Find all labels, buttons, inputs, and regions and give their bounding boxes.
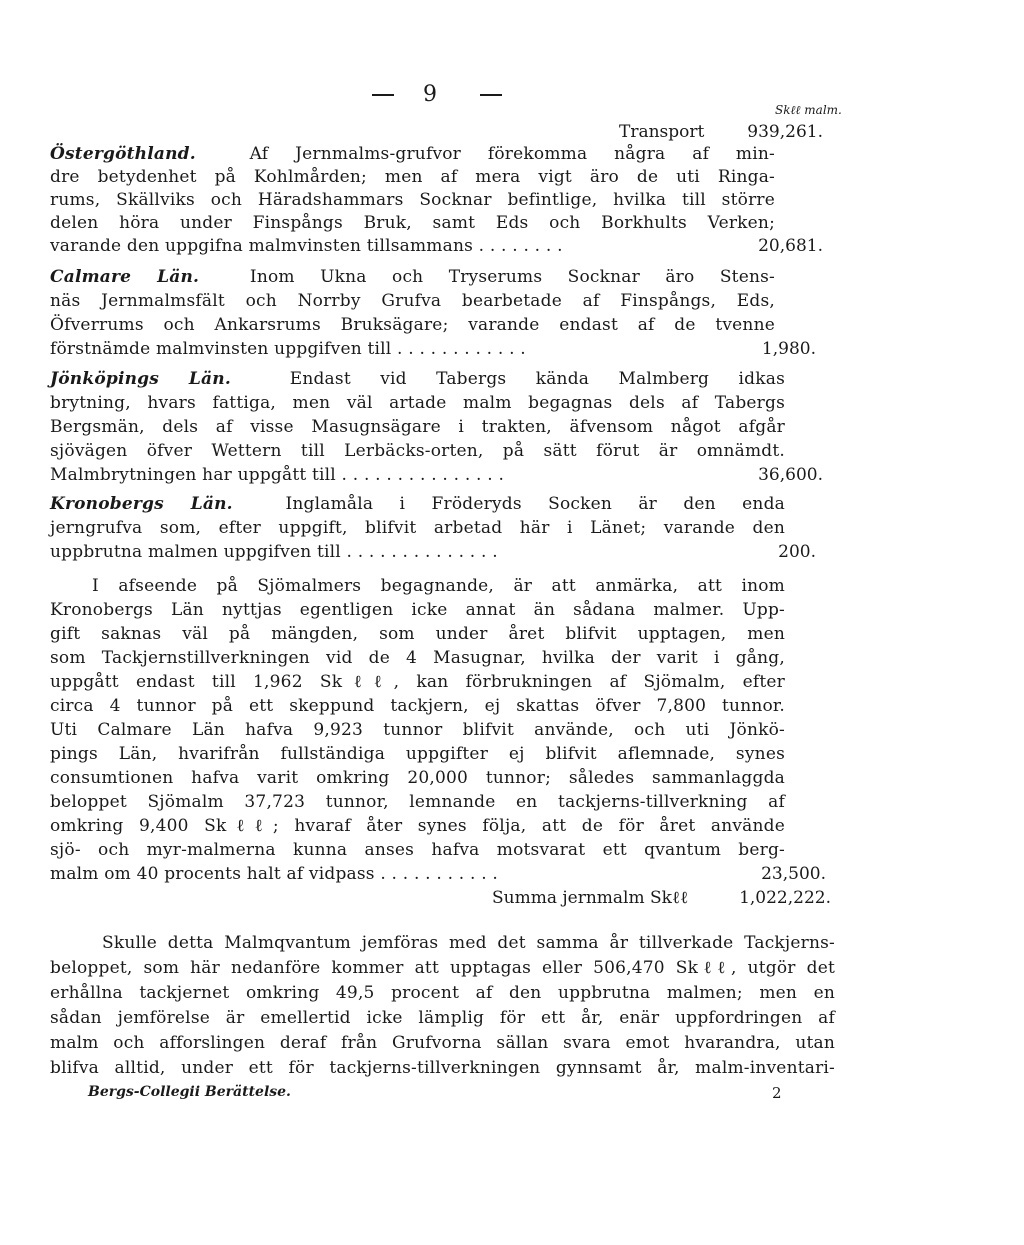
entry-line: Öfverrums och Ankarsrums Bruksägare; varande endast af de tvenne: [50, 315, 775, 335]
entry-value: 20,681.: [758, 236, 823, 256]
paragraph-line: beloppet Sjömalm 37,723 tunnor, lemnande en tackjerns-tillverkning af: [50, 792, 785, 812]
entry-heading: Jönköpings Län.: [50, 369, 231, 389]
sheet-mark: 2: [772, 1084, 782, 1102]
summa-label: Summa jernmalm Skℓℓ: [492, 888, 689, 908]
entry-heading: Calmare Län.: [50, 267, 200, 287]
paragraph-line: circa 4 tunnor på ett skeppund tackjern, ej skattas öfver 7,800 tunnor.: [50, 696, 785, 716]
entry-line: Bergsmän, dels af visse Masugnsägare i trakten, äfvensom något afgår: [50, 417, 785, 437]
paragraph-line: Kronobergs Län nyttjas egentligen icke annat än sådana malmer. Upp-: [50, 600, 785, 620]
paragraph-line: omkring 9,400 Skℓℓ; hvaraf åter synes följa, att de för året använde: [50, 816, 785, 836]
entry-value: 200.: [778, 542, 816, 562]
paragraph-line: uppgått endast till 1,962 Skℓℓ, kan förbrukningen af Sjömalm, efter: [50, 672, 785, 692]
header-dash-left: [372, 94, 394, 96]
entry-line: uppbrutna malmen uppgifven till . . . . . . . . . . . . . .: [50, 542, 498, 562]
paragraph-line: blifva alltid, under ett för tackjerns-tillverkningen gynnsamt år, malm-inventari-: [50, 1058, 835, 1078]
entry-line: brytning, hvars fattiga, men väl artade malm begagnas dels af Tabergs: [50, 393, 785, 413]
entry-line: näs Jernmalmsfält och Norrby Grufva bearbetade af Finspångs, Eds,: [50, 291, 775, 311]
entry-kronoberg-line-1: Kronobergs Län. Inglamåla i Fröderyds Socken är den enda: [50, 494, 785, 514]
entry-line: Malmbrytningen har uppgått till . . . . . . . . . . . . . . .: [50, 465, 505, 485]
entry-heading: Kronobergs Län.: [50, 494, 233, 514]
sjomalm-value: 23,500.: [761, 864, 826, 884]
entry-calmare-line-1: Calmare Län. Inom Ukna och Tryserums Socknar äro Stens-: [50, 267, 775, 287]
entry-line: sjövägen öfver Wettern till Lerbäcks-orten, på sätt förut är omnämdt.: [50, 441, 785, 461]
paragraph-line: sådan jemförelse är emellertid icke lämplig för ett år, enär uppfordringen af: [50, 1008, 835, 1028]
page-number: 9: [423, 82, 437, 107]
entry-line: rums, Skällviks och Häradshammars Socknar befintlige, hvilka till större: [50, 190, 775, 210]
entry-line: varande den uppgifna malmvinsten tillsammans . . . . . . . .: [50, 236, 563, 256]
paragraph-line: Uti Calmare Län hafva 9,923 tunnor blifvit använde, och uti Jönkö-: [50, 720, 785, 740]
unit-label: Skℓℓ malm.: [775, 103, 842, 117]
entry-line: jerngrufva som, efter uppgift, blifvit arbetad här i Länet; varande den: [50, 518, 785, 538]
summa-value: 1,022,222.: [739, 888, 831, 908]
paragraph-line: pings Län, hvarifrån fullständiga uppgifter ej blifvit aflemnade, synes: [50, 744, 785, 764]
entry-line: delen höra under Finspångs Bruk, samt Eds och Borkhults Verken;: [50, 213, 775, 233]
paragraph-line: beloppet, som här nedanföre kommer att upptagas eller 506,470 Skℓℓ, utgör det: [50, 958, 835, 978]
paragraph-line: sjö- och myr-malmerna kunna anses hafva motsvarat ett qvantum berg-: [50, 840, 785, 860]
transport-value: 939,261.: [747, 122, 823, 142]
entry-value: 36,600.: [758, 465, 823, 485]
paragraph-line: consumtionen hafva varit omkring 20,000 tunnor; således sammanlaggda: [50, 768, 785, 788]
entry-value: 1,980.: [761, 339, 816, 359]
paragraph-line: som Tackjernstillverkningen vid de 4 Masugnar, hvilka der varit i gång,: [50, 648, 785, 668]
transport-label: Transport: [619, 122, 705, 142]
paragraph-line: erhållna tackjernet omkring 49,5 procent af den uppbrutna malmen; men en: [50, 983, 835, 1003]
paragraph-line: gift saknas väl på mängden, som under året blifvit upptagen, men: [50, 624, 785, 644]
entry-ostergothland-line-1: Östergöthland. Af Jernmalms-grufvor förekomma några af min-: [50, 144, 775, 164]
paragraph-line: malm och afforslingen deraf från Grufvorna sällan svara emot hvarandra, utan: [50, 1033, 835, 1053]
paragraph-line: malm om 40 procents halt af vidpass . . . . . . . . . . .: [50, 864, 499, 884]
entry-line: förstnämde malmvinsten uppgifven till . . . . . . . . . . . .: [50, 339, 526, 359]
entry-heading: Östergöthland.: [50, 144, 196, 164]
paragraph-line: I afseende på Sjömalmers begagnande, är att anmärka, att inom: [92, 576, 785, 596]
footer-signature: Bergs-Collegii Berättelse.: [88, 1084, 291, 1100]
header-dash-right: [480, 94, 502, 96]
paragraph-line: Skulle detta Malmqvantum jemföras med det samma år tillverkade Tackjerns-: [102, 933, 835, 953]
entry-line: dre betydenhet på Kohlmården; men af mera vigt äro de uti Ringa-: [50, 167, 775, 187]
entry-jonkoping-line-1: Jönköpings Län. Endast vid Tabergs kända Malmberg idkas: [50, 369, 785, 389]
